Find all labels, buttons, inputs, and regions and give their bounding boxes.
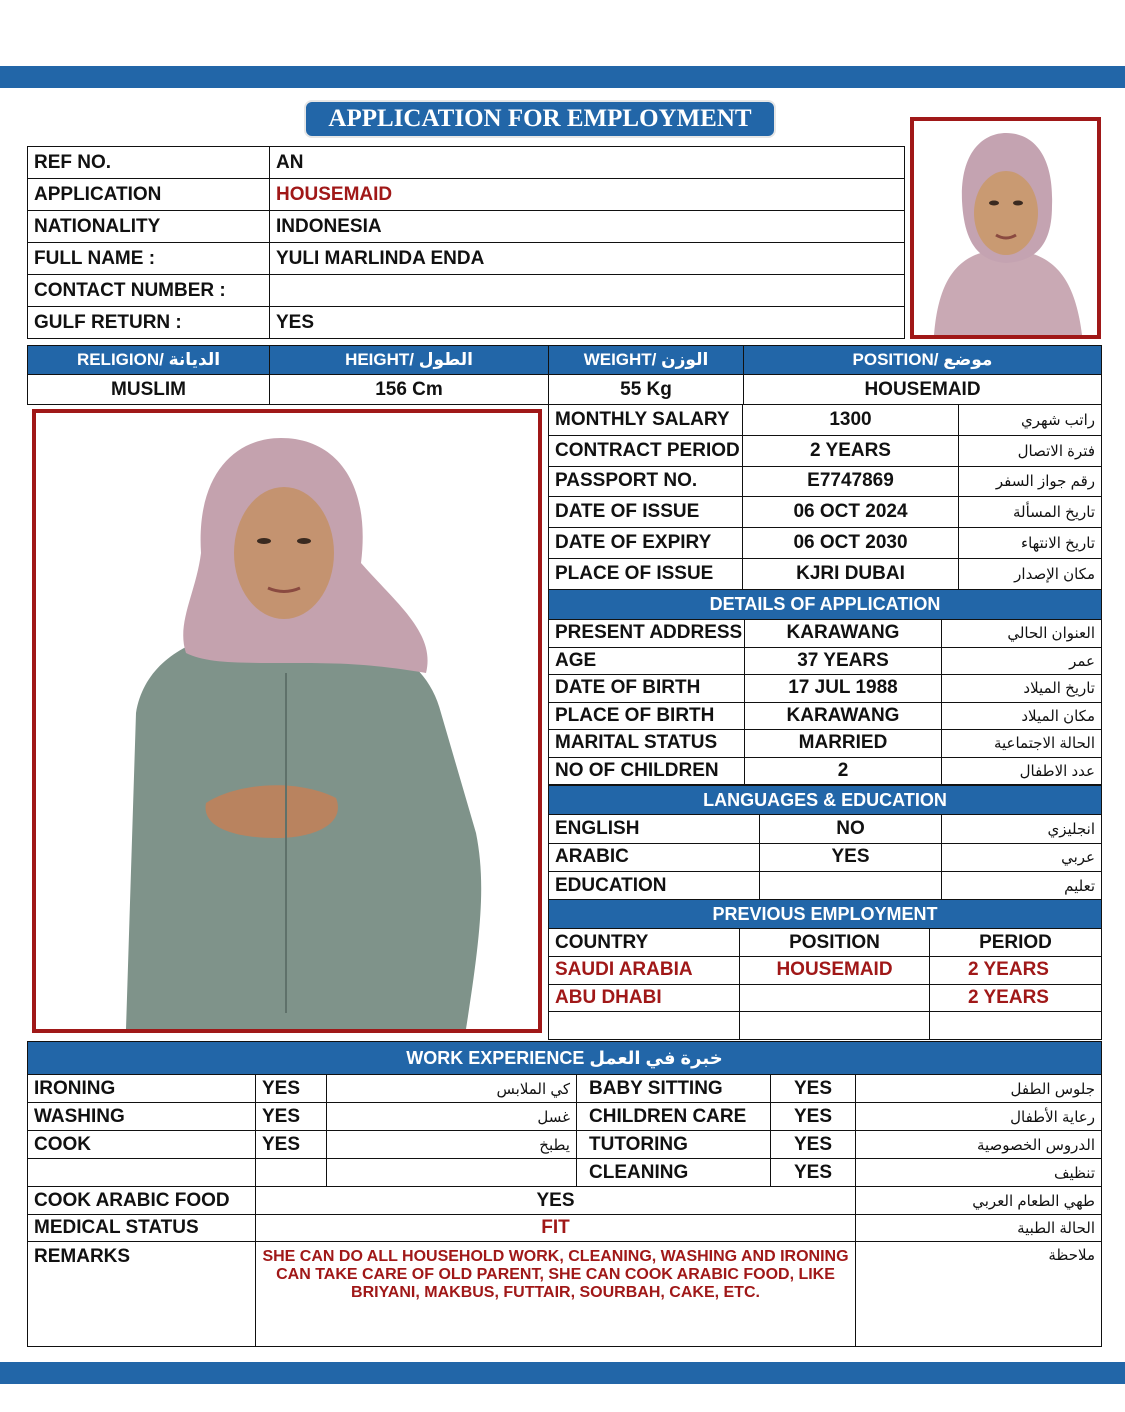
work-skill: IRONING	[28, 1075, 256, 1103]
work-arabic	[327, 1159, 577, 1187]
cook-arabic-value: YES	[256, 1187, 856, 1215]
position-header: POSITION/ موضع	[744, 346, 1102, 375]
bottom-band	[0, 1362, 1125, 1384]
previous-employment-table	[548, 899, 1102, 1040]
languages-arabic: عربي	[942, 843, 1102, 872]
previous-position: HOUSEMAID	[740, 957, 930, 985]
application-label: NO OF CHILDREN	[549, 757, 745, 785]
details_top-label: PLACE OF ISSUE	[549, 558, 743, 589]
application-title: DETAILS OF APPLICATION	[549, 590, 1102, 620]
details_top-label: MONTHLY SALARY	[549, 405, 743, 436]
languages-arabic: تعليم	[942, 872, 1102, 901]
details_top-arabic: تاريخ المسألة	[959, 497, 1102, 528]
details_top-value: 06 OCT 2030	[743, 528, 959, 559]
work-arabic: غسل	[327, 1103, 577, 1131]
previous-period: 2 YEARS	[930, 957, 1102, 985]
work-value-2: YES	[771, 1103, 856, 1131]
personal-value: INDONESIA	[270, 211, 905, 243]
remarks-label: REMARKS	[28, 1242, 256, 1347]
position-value: HOUSEMAID	[744, 375, 1102, 405]
details_top-value: 1300	[743, 405, 959, 436]
details_top-value: 2 YEARS	[743, 435, 959, 466]
previous-header-period: PERIOD	[930, 929, 1102, 957]
personal-row	[28, 243, 905, 275]
previous-country: ABU DHABI	[549, 984, 740, 1012]
portrait-image	[914, 121, 1097, 335]
application-value: 17 JUL 1988	[745, 675, 942, 703]
work-row	[28, 1131, 1102, 1159]
height-value: 156 Cm	[270, 375, 549, 405]
details_top-label: DATE OF ISSUE	[549, 497, 743, 528]
application-value: 2	[745, 757, 942, 785]
summary-table	[27, 345, 1102, 405]
work-skill: WASHING	[28, 1103, 256, 1131]
application-value: KARAWANG	[745, 702, 942, 730]
details_top-row	[549, 466, 1102, 497]
application-arabic: مكان الميلاد	[942, 702, 1102, 730]
work-value: YES	[256, 1131, 327, 1159]
details_top-arabic: فترة الاتصال	[959, 435, 1102, 466]
work-value-2: YES	[771, 1159, 856, 1187]
languages-value: NO	[760, 815, 942, 844]
details_top-arabic: راتب شهري	[959, 405, 1102, 436]
languages-label: EDUCATION	[549, 872, 760, 901]
work-skill-2: BABY SITTING	[577, 1075, 771, 1103]
application-value: KARAWANG	[745, 620, 942, 648]
details_top-label: DATE OF EXPIRY	[549, 528, 743, 559]
application-label: AGE	[549, 647, 745, 675]
work-title: WORK EXPERIENCE خبرة في العمل	[28, 1042, 1102, 1075]
previous-row	[549, 1012, 1102, 1040]
remarks-arabic: ملاحظة	[856, 1242, 1102, 1347]
details_top-row	[549, 528, 1102, 559]
page-title: APPLICATION FOR EMPLOYMENT	[304, 100, 776, 138]
medical-arabic: الحالة الطبية	[856, 1215, 1102, 1242]
application-label: PLACE OF BIRTH	[549, 702, 745, 730]
application-table	[548, 589, 1102, 785]
personal-value: YES	[270, 307, 905, 339]
personal-info-table	[27, 146, 905, 339]
personal-row	[28, 147, 905, 179]
full-body-image	[36, 413, 538, 1029]
details_top-arabic: تاريخ الانتهاء	[959, 528, 1102, 559]
medical-value: FIT	[256, 1215, 856, 1242]
application-value: MARRIED	[745, 730, 942, 758]
application-row	[549, 620, 1102, 648]
details_top-row	[549, 497, 1102, 528]
work-arabic-2: جلوس الطفل	[856, 1075, 1102, 1103]
personal-label: REF NO.	[28, 147, 270, 179]
remarks-value: SHE CAN DO ALL HOUSEHOLD WORK, CLEANING, WASHING AND IRONING CAN TAKE CARE OF OLD PARENT, SHE CAN COOK ARABIC FOOD, LIKE BRIYANI, MAKBUS, FUTTAIR, SOURBAH, CAKE, ETC.	[256, 1242, 856, 1347]
details_top-label: PASSPORT NO.	[549, 466, 743, 497]
personal-label: FULL NAME :	[28, 243, 270, 275]
work-skill-2: TUTORING	[577, 1131, 771, 1159]
previous-period: 2 YEARS	[930, 984, 1102, 1012]
languages-label: ARABIC	[549, 843, 760, 872]
previous-row	[549, 984, 1102, 1012]
weight-header: WEIGHT/ الوزن	[549, 346, 744, 375]
application-arabic: عمر	[942, 647, 1102, 675]
details_top-row	[549, 405, 1102, 436]
work-arabic: يطبخ	[327, 1131, 577, 1159]
previous-position	[740, 984, 930, 1012]
application-arabic: العنوان الحالي	[942, 620, 1102, 648]
previous-header-position: POSITION	[740, 929, 930, 957]
work-value: YES	[256, 1075, 327, 1103]
personal-row	[28, 275, 905, 307]
cook-arabic-arabic: طهي الطعام العربي	[856, 1187, 1102, 1215]
details_top-arabic: مكان الإصدار	[959, 558, 1102, 589]
work-value: YES	[256, 1103, 327, 1131]
previous-country: SAUDI ARABIA	[549, 957, 740, 985]
religion-header: RELIGION/ الديانة	[28, 346, 270, 375]
details_top-value: KJRI DUBAI	[743, 558, 959, 589]
application-value: 37 YEARS	[745, 647, 942, 675]
application-row	[549, 730, 1102, 758]
work-arabic-2: الدروس الخصوصية	[856, 1131, 1102, 1159]
personal-label: GULF RETURN :	[28, 307, 270, 339]
work-value-2: YES	[771, 1131, 856, 1159]
details_top-value: E7747869	[743, 466, 959, 497]
medical-label: MEDICAL STATUS	[28, 1215, 256, 1242]
weight-value: 55 Kg	[549, 375, 744, 405]
work-value-2: YES	[771, 1075, 856, 1103]
portrait-photo	[910, 117, 1101, 339]
application-row	[549, 757, 1102, 785]
top-band	[0, 66, 1125, 88]
personal-value: AN	[270, 147, 905, 179]
work-arabic-2: رعاية الأطفال	[856, 1103, 1102, 1131]
previous-title: PREVIOUS EMPLOYMENT	[549, 900, 1102, 929]
personal-value: HOUSEMAID	[270, 179, 905, 211]
personal-row	[28, 307, 905, 339]
languages-row	[549, 815, 1102, 844]
previous-header-country: COUNTRY	[549, 929, 740, 957]
work-skill	[28, 1159, 256, 1187]
application-label: PRESENT ADDRESS	[549, 620, 745, 648]
application-row	[549, 702, 1102, 730]
height-header: HEIGHT/ الطول	[270, 346, 549, 375]
details_top-label: CONTRACT PERIOD	[549, 435, 743, 466]
application-row	[549, 675, 1102, 703]
full-body-photo	[32, 409, 542, 1033]
languages-arabic: انجليزي	[942, 815, 1102, 844]
work-row	[28, 1159, 1102, 1187]
work-experience-table	[27, 1041, 1102, 1347]
work-value	[256, 1159, 327, 1187]
work-skill: COOK	[28, 1131, 256, 1159]
personal-label: NATIONALITY	[28, 211, 270, 243]
personal-value: YULI MARLINDA ENDA	[270, 243, 905, 275]
work-arabic: كي الملابس	[327, 1075, 577, 1103]
previous-period	[930, 1012, 1102, 1040]
details_top-arabic: رقم جواز السفر	[959, 466, 1102, 497]
personal-value	[270, 275, 905, 307]
details_top-row	[549, 435, 1102, 466]
application-row	[549, 647, 1102, 675]
work-skill-2: CLEANING	[577, 1159, 771, 1187]
languages-value	[760, 872, 942, 901]
details-top-table	[548, 404, 1102, 590]
languages-row	[549, 843, 1102, 872]
details_top-row	[549, 558, 1102, 589]
personal-label: CONTACT NUMBER :	[28, 275, 270, 307]
application-arabic: الحالة الاجتماعية	[942, 730, 1102, 758]
previous-position	[740, 1012, 930, 1040]
application-arabic: تاريخ الميلاد	[942, 675, 1102, 703]
religion-value: MUSLIM	[28, 375, 270, 405]
application-arabic: عدد الاطفال	[942, 757, 1102, 785]
languages-title: LANGUAGES & EDUCATION	[549, 786, 1102, 815]
work-row	[28, 1103, 1102, 1131]
languages-label: ENGLISH	[549, 815, 760, 844]
previous-country	[549, 1012, 740, 1040]
work-row	[28, 1075, 1102, 1103]
languages-value: YES	[760, 843, 942, 872]
cook-arabic-label: COOK ARABIC FOOD	[28, 1187, 256, 1215]
personal-row	[28, 179, 905, 211]
languages-table	[548, 785, 1102, 901]
languages-row	[549, 872, 1102, 901]
application-label: MARITAL STATUS	[549, 730, 745, 758]
work-arabic-2: تنظيف	[856, 1159, 1102, 1187]
personal-label: APPLICATION	[28, 179, 270, 211]
previous-row	[549, 957, 1102, 985]
work-skill-2: CHILDREN CARE	[577, 1103, 771, 1131]
personal-row	[28, 211, 905, 243]
application-label: DATE OF BIRTH	[549, 675, 745, 703]
details_top-value: 06 OCT 2024	[743, 497, 959, 528]
